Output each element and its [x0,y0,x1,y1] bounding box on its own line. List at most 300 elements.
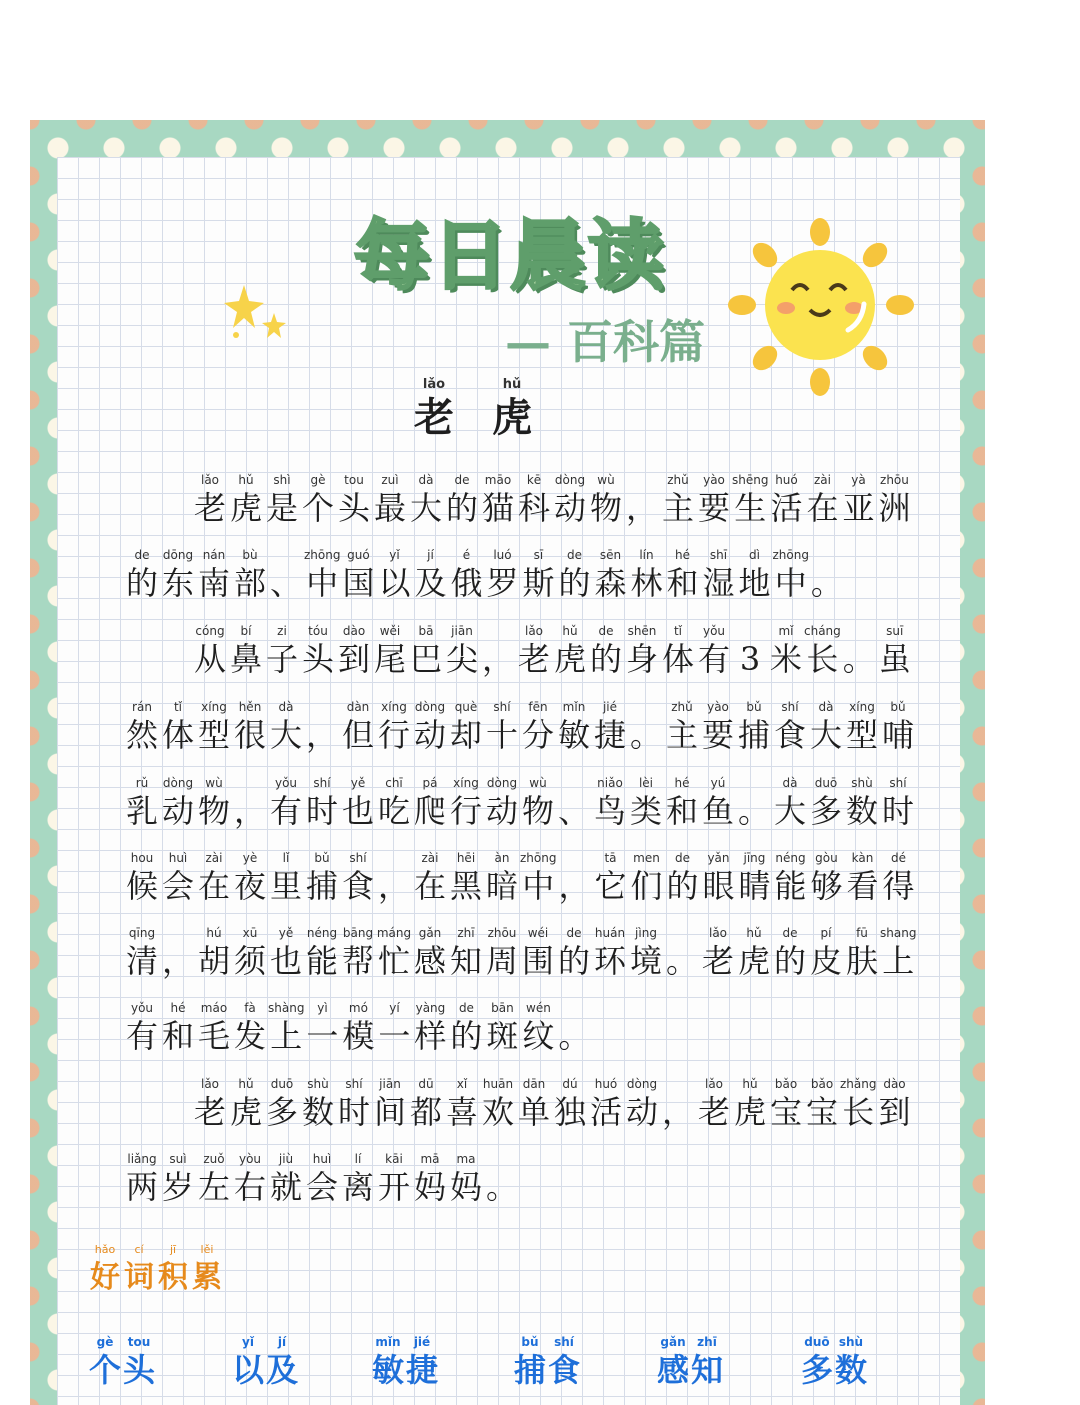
pinyin-text: yě [350,776,366,790]
ruby-character [660,1074,696,1130]
hanzi-text: 十 [485,716,518,754]
ruby-character [732,621,768,677]
hanzi-text: 会 [161,867,194,905]
hanzi-text: 们 [630,867,663,905]
ruby-character [844,697,880,753]
ruby-character [484,697,520,753]
hanzi-text: 活 [589,1093,622,1131]
hanzi-text: 虎 [733,1093,766,1131]
pinyin-text: yào [703,473,725,487]
hanzi-text: 行 [449,792,482,830]
pinyin-text: shù [851,776,873,790]
ruby-character [160,1149,196,1205]
hanzi-text: 老 [193,1093,226,1131]
hanzi-text: 鼻 [229,640,262,678]
pinyin-text: jié [413,1335,431,1349]
ruby-character [304,545,340,601]
pinyin-text: què [454,700,478,714]
ruby-character [840,470,876,526]
pinyin-text: fū [856,926,868,940]
hanzi-text: 多 [265,1093,298,1131]
ruby-character [484,773,520,829]
hanzi-text: 是 [265,489,298,527]
hanzi-text: 多 [800,1351,833,1389]
hanzi-text: 很 [233,716,266,754]
ruby-character [196,773,232,829]
hanzi-text: 境 [629,942,662,980]
hanzi-text: 帮 [341,942,374,980]
ruby-character [772,545,808,601]
pinyin-text: yǒu [702,624,726,638]
ruby-character [300,621,336,677]
vocab-section-title [88,1240,224,1296]
pinyin-text: dòng [414,700,446,714]
hanzi-text: 单 [517,1093,550,1131]
pinyin-text: lǎo [200,1077,220,1091]
hanzi-text: 积 [158,1260,188,1295]
hanzi-text: 哺 [881,716,914,754]
hanzi-text: 、 [557,792,590,830]
hanzi-text: 累 [192,1260,222,1295]
ruby-character [516,1074,552,1130]
ruby-character [264,1074,300,1130]
hanzi-text: 宝 [805,1093,838,1131]
pinyin-text: yǐ [389,548,400,562]
pinyin-text: yàng [415,1001,446,1015]
pinyin-text: zuì [381,473,399,487]
hanzi-text: 在 [197,867,230,905]
hanzi-text: 的 [450,1017,483,1055]
pinyin-text: wù [205,776,223,790]
ruby-character [408,1074,444,1130]
ruby-character [552,470,588,526]
article-line [124,998,924,1054]
ruby-character [556,773,592,829]
ruby-character [592,545,628,601]
hanzi-text: 都 [409,1093,442,1131]
hanzi-text: 猫 [481,489,514,527]
hanzi-text: 独 [553,1093,586,1131]
ruby-character [268,1149,304,1205]
hanzi-text: 爬 [413,792,446,830]
pinyin-text: duō [814,776,838,790]
ruby-character [232,923,268,979]
ruby-character [88,1332,122,1388]
ruby-character [808,923,844,979]
ruby-character [304,773,340,829]
ruby-character [376,923,412,979]
hanzi-text: 两 [125,1168,158,1206]
ruby-character [412,545,448,601]
pinyin-text: hǔ [742,1077,758,1091]
ruby-character [480,470,516,526]
ruby-character [124,545,160,601]
hanzi-text: 森 [594,564,627,602]
pinyin-text: néng [306,926,338,940]
hanzi-text: 在 [413,867,446,905]
ruby-character [664,848,700,904]
page-heading: 每日晨读 [354,211,666,300]
article-line [192,621,992,677]
ruby-character [736,848,772,904]
pinyin-text: de [782,926,798,940]
ruby-character [484,1149,520,1205]
pinyin-text: hou [130,851,154,865]
pinyin-text: jiù [278,1152,294,1166]
vocab-word [371,1332,439,1388]
hanzi-text: 体 [661,640,694,678]
hanzi-text: 模 [342,1017,375,1055]
hanzi-text: 敏 [557,716,590,754]
ruby-character [700,773,736,829]
ruby-character [340,697,376,753]
pinyin-text: bǎo [774,1077,798,1091]
vocab-word [88,1332,156,1388]
hanzi-text: 虎 [492,394,532,441]
hanzi-text: 时 [305,792,338,830]
hanzi-text: 忙 [377,942,410,980]
pinyin-text: lín [639,548,654,562]
pinyin-text: jí [427,548,434,562]
pinyin-text: zuǒ [203,1152,225,1166]
ruby-character [232,998,268,1054]
hanzi-text: 生 [734,489,767,527]
hanzi-text: 数 [845,792,878,830]
hanzi-text: 米 [769,640,802,678]
sun-icon [720,210,920,400]
ruby-character [700,848,736,904]
ruby-character [488,375,536,441]
article-line [124,1149,924,1205]
ruby-character [448,923,484,979]
ruby-character [664,697,700,753]
pinyin-text: rǔ [135,776,149,790]
pinyin-text: de [454,473,470,487]
pinyin-text: duō [804,1335,830,1349]
pinyin-text: jié [602,700,618,714]
pinyin-text: xíng [381,700,407,714]
pinyin-text: lǐ [282,851,290,865]
hanzi-text: 部 [233,564,266,602]
ruby-character [880,773,916,829]
pinyin-text: wù [597,473,615,487]
pinyin-text: gǎn [418,926,442,940]
hanzi-text: 和 [666,564,699,602]
hanzi-text: 发 [233,1017,266,1055]
pinyin-text: zài [421,851,439,865]
hanzi-text: 长 [806,640,839,678]
ruby-character [340,1149,376,1205]
pinyin-text: zhōu [880,473,909,487]
hanzi-text: 虎 [229,489,262,527]
ruby-character [480,1074,516,1130]
pinyin-text: dòng [486,776,518,790]
ruby-character [124,697,160,753]
ruby-character [768,470,804,526]
article-line [192,1074,992,1130]
ruby-character [376,545,412,601]
pinyin-text: mǐn [562,700,586,714]
hanzi-text: 长 [842,1093,875,1131]
ruby-character [520,848,556,904]
pinyin-text: bǔ [890,700,906,714]
hanzi-text: 尖 [445,640,478,678]
hanzi-text: 动 [413,716,446,754]
pinyin-text: shù [838,1335,864,1349]
ruby-character [484,545,520,601]
hanzi-text: 到 [878,1093,911,1131]
pinyin-text: hé [170,1001,186,1015]
ruby-character [268,848,304,904]
pinyin-text: yú [710,776,726,790]
ruby-character [556,848,592,904]
pinyin-text: shí [345,1077,363,1091]
hanzi-text: ， [233,792,266,830]
pinyin-text: kàn [851,851,874,865]
ruby-character [628,848,664,904]
pinyin-text: mǐ [778,624,794,638]
hanzi-text: 科 [517,489,550,527]
pinyin-text: dào [883,1077,906,1091]
ruby-character [376,1149,412,1205]
ruby-character [552,621,588,677]
ruby-character [268,923,304,979]
ruby-character [772,697,808,753]
ruby-character [588,1074,624,1130]
ruby-character [808,697,844,753]
hanzi-text: 食 [341,867,374,905]
pinyin-text: hé [674,776,690,790]
ruby-character [405,1332,439,1388]
pinyin-text: shí [889,776,907,790]
ruby-character [412,998,448,1054]
pinyin-text: wěi [379,624,401,638]
pinyin-text: zài [813,473,831,487]
pinyin-text: zhōng [772,548,809,562]
hanzi-text: 个 [301,489,334,527]
hanzi-text: 东 [161,564,194,602]
ruby-character [448,697,484,753]
hanzi-text: 亚 [842,489,875,527]
ruby-character [88,1240,122,1296]
pinyin-text: kē [526,473,542,487]
pinyin-text: yǐ [242,1335,254,1349]
pinyin-text: sī [533,548,544,562]
hanzi-text: 岁 [161,1168,194,1206]
hanzi-text: 就 [269,1168,302,1206]
ruby-character [448,848,484,904]
ruby-character [304,848,340,904]
ruby-character [880,923,916,979]
pinyin-text: xíng [453,776,479,790]
ruby-character [232,1149,268,1205]
ruby-character [268,545,304,601]
ruby-character [876,470,912,526]
ruby-character [700,923,736,979]
pinyin-text: de [566,926,582,940]
vocab-word [656,1332,724,1388]
hanzi-text: ， [161,942,194,980]
pinyin-text: de [674,851,690,865]
pinyin-text: qīng [128,926,156,940]
ruby-character [412,848,448,904]
hanzi-text: 国 [342,564,375,602]
article-line [124,923,924,979]
hanzi-text: 能 [774,867,807,905]
pinyin-text: xǐ [456,1077,468,1091]
pinyin-text: tǐ [173,700,183,714]
hanzi-text: 清 [125,942,158,980]
pinyin-text: lí [354,1152,362,1166]
hanzi-text: 动 [625,1093,658,1131]
ruby-character [809,545,845,601]
pinyin-text: zài [205,851,223,865]
hanzi-text: 最 [373,489,406,527]
ruby-character [300,1074,336,1130]
ruby-character [484,923,520,979]
hanzi-text: 夜 [233,867,266,905]
hanzi-text: 但 [341,716,374,754]
ruby-character [547,1332,581,1388]
pinyin-text: shàng [268,1001,305,1015]
ruby-character [480,621,516,677]
hanzi-text: 巴 [409,640,442,678]
ruby-character [196,923,232,979]
pinyin-text: cí [134,1243,144,1256]
ruby-character [156,1240,190,1296]
hanzi-text: 睛 [738,867,771,905]
pinyin-text: yòu [238,1152,262,1166]
hanzi-text: 鸟 [593,792,626,830]
pinyin-text: shí [781,700,799,714]
ruby-character [444,1074,480,1130]
hanzi-text: 一 [306,1017,339,1055]
pinyin-text: shang [880,926,917,940]
hanzi-text: 活 [770,489,803,527]
ruby-character [520,697,556,753]
ruby-character [376,773,412,829]
ruby-character [484,848,520,904]
ruby-character [804,470,840,526]
ruby-character [232,773,268,829]
ruby-character [196,998,232,1054]
ruby-character [736,923,772,979]
pinyin-text: mó [348,1001,368,1015]
hanzi-text: 欢 [481,1093,514,1131]
ruby-character [700,697,736,753]
hanzi-text: 、 [269,564,302,602]
ruby-character [192,1074,228,1130]
hanzi-text: 湿 [702,564,735,602]
hanzi-text: 好 [90,1260,120,1295]
pinyin-text: wù [529,776,547,790]
ruby-character [628,773,664,829]
pinyin-text: zhǎng [840,1077,877,1091]
ruby-character [556,998,592,1054]
hanzi-text: 虎 [737,942,770,980]
pinyin-text: de [458,1001,474,1015]
hanzi-text: 物 [521,792,554,830]
ruby-character [844,848,880,904]
article-line [192,470,992,526]
pinyin-text: de [566,548,582,562]
ruby-character [804,1074,840,1130]
pinyin-text: wén [526,1001,551,1015]
ruby-character [624,621,660,677]
pinyin-text: hǔ [746,926,762,940]
ruby-character [736,773,772,829]
hanzi-text: 大 [269,716,302,754]
pinyin-text: huán [594,926,626,940]
ruby-character [122,1240,156,1296]
ruby-character [192,470,228,526]
pinyin-text: bā [418,624,434,638]
hanzi-text: 纹 [522,1017,555,1055]
ruby-character [808,848,844,904]
ruby-character [336,1074,372,1130]
ruby-character [736,697,772,753]
ruby-character [732,1074,768,1130]
ruby-character [190,1240,224,1296]
pinyin-text: lǎo [422,377,446,392]
hanzi-text: ， [625,489,658,527]
hanzi-text: 时 [337,1093,370,1131]
ruby-character [231,1332,265,1388]
pinyin-text: dà [278,700,294,714]
ruby-character [444,621,480,677]
hanzi-text: 开 [377,1168,410,1206]
ruby-character [372,1074,408,1130]
ruby-character [160,545,196,601]
pinyin-text: fà [244,1001,256,1015]
hanzi-text: 。 [810,564,843,602]
vocab-word [800,1332,868,1388]
ruby-character [232,545,268,601]
ruby-character [513,1332,547,1388]
hanzi-text: 老 [414,394,454,441]
pinyin-text: àn [494,851,510,865]
article-title [410,375,536,441]
pinyin-text: zhī [697,1335,717,1349]
pinyin-text: tā [604,851,617,865]
pinyin-text: huì [168,851,188,865]
hanzi-text: 主 [661,489,694,527]
hanzi-text: 斯 [522,564,555,602]
hanzi-text: ， [377,867,410,905]
hanzi-text: 大 [773,792,806,830]
hanzi-text: 左 [197,1168,230,1206]
hanzi-text: 黑 [449,867,482,905]
hanzi-text: 林 [630,564,663,602]
ruby-character [340,773,376,829]
pinyin-text: jī [169,1243,177,1256]
hanzi-text: 和 [665,792,698,830]
ruby-character [265,1332,299,1388]
hanzi-text: 暗 [485,867,518,905]
ruby-character [410,375,458,441]
pinyin-text: māo [484,473,512,487]
hanzi-text: 知 [690,1351,723,1389]
hanzi-text: 在 [806,489,839,527]
ruby-character [124,998,160,1054]
hanzi-text: 物 [197,792,230,830]
pinyin-text: bǔ [314,851,330,865]
pinyin-text: hǎo [94,1243,116,1256]
hanzi-text: 妈 [449,1168,482,1206]
pinyin-text: zhōu [487,926,517,940]
hanzi-text: 围 [521,942,554,980]
hanzi-text: 捕 [737,716,770,754]
